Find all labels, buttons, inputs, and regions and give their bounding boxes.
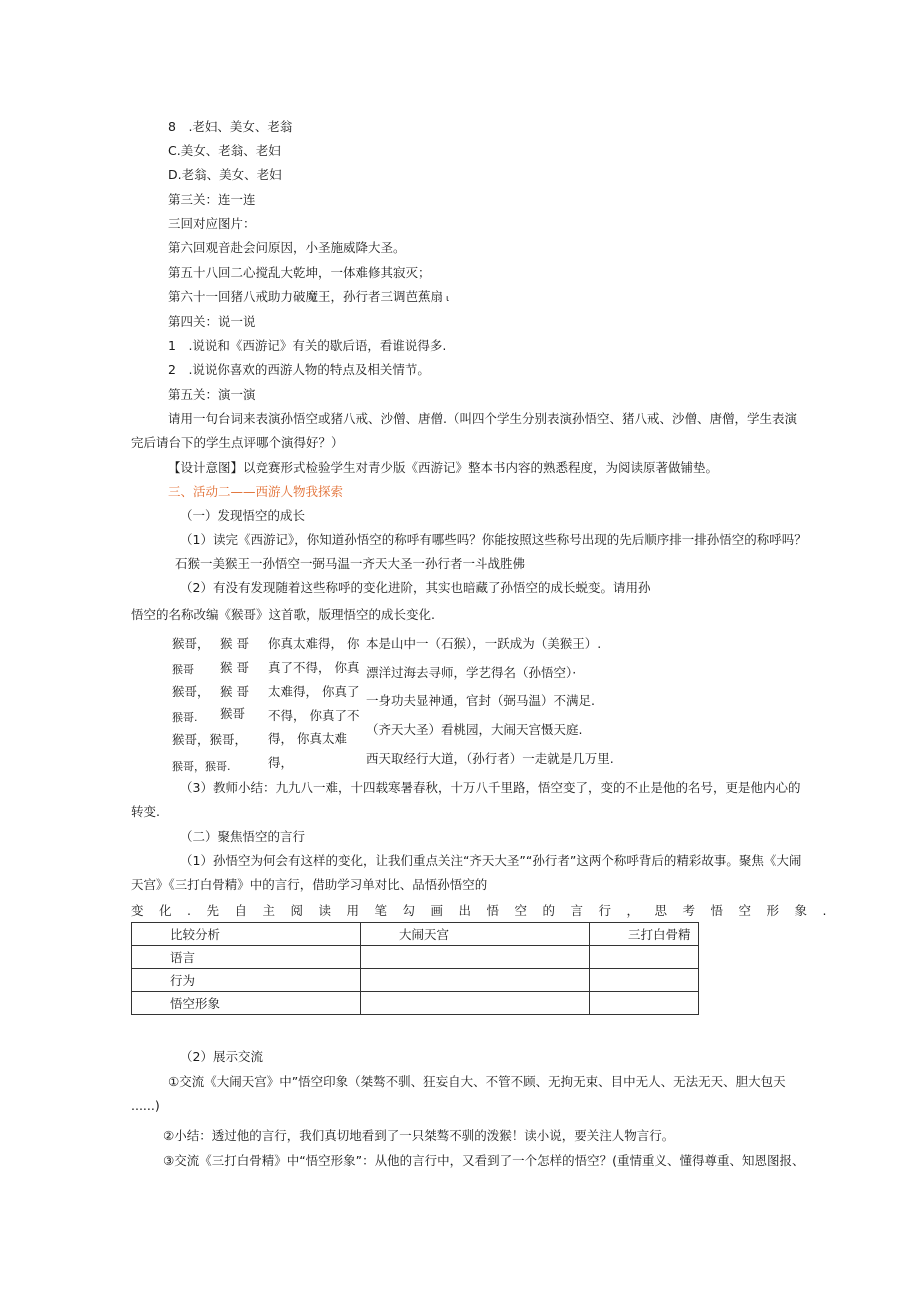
exchange-item-1-line-2: ......): [131, 1098, 160, 1113]
level5-line-1: 请用一句台词来表演孙悟空或猪八戒、沙僧、唐僧.（叫四个学生分别表演孙悟空、猪八戒、沙僧、唐僧，学生表演: [168, 411, 797, 426]
table-header-cell: 大闹天宫: [361, 923, 590, 946]
design-intent: 【设计意图】以竞赛形式检验学生对青少版《西游记》整本书内容的熟悉程度，为阅读原著做铺垫。: [168, 460, 719, 475]
table-header-cell: 三打白骨精: [590, 923, 699, 946]
level4-item-2: 2 .说说你喜欢的西游人物的特点及相关情节。: [168, 362, 430, 377]
level4-item-1: 1 .说说和《西游记》有关的歇后语，看谁说得多.: [168, 338, 447, 353]
song-col3-line: 不得， 你真了不: [268, 708, 360, 723]
song-col3-line: 真了不得， 你真: [268, 660, 360, 675]
song-col2-line: 猴 哥: [220, 636, 249, 651]
table-header-row: [132, 923, 699, 946]
level4-title: 第四关：说一说: [168, 314, 256, 329]
teacher-summary-line-1: （3）教师小结：九九八一难，十四载寒暑春秋，十万八千里路，悟空变了，变的不止是他的名号，更是他内心的: [180, 780, 801, 795]
option-b: 8 .老妇、美女、老翁: [168, 119, 293, 134]
question-2-line-2: 悟空的名称改编《猴哥》这首歌，版理悟空的成长变化.: [131, 607, 435, 622]
table-cell: [590, 992, 699, 1015]
table-cell: [590, 969, 699, 992]
activity2-heading: 三、活动二——西游人物我探索: [168, 484, 344, 499]
table-row-label: 悟空形象: [132, 992, 361, 1015]
song-col3-line: 得， 你真太难: [268, 731, 347, 746]
question-1: （1）读完《西游记》，你知道孙悟空的称呼有哪些吗？你能按照这些称号出现的先后顺序排一排孙悟空的称呼吗？: [180, 532, 807, 547]
song-col4-line: （齐天大圣）看桃园，大闹天宫慑天庭.: [366, 722, 583, 737]
table-cell: [361, 946, 590, 969]
subsection-1-title: （一）发现悟空的成长: [180, 508, 306, 523]
song-col3-line: 你真太难得， 你: [268, 636, 360, 651]
table-row: [132, 969, 699, 992]
table-row-label: 语言: [132, 946, 361, 969]
song-col1-line: 猴哥，猴哥，: [172, 732, 248, 747]
teacher-summary-line-2: 转变.: [131, 804, 160, 819]
song-col4-line: 西天取经行大道，（孙行者）一走就是几万里.: [366, 751, 614, 766]
option-c: C.美女、老翁、老妇: [168, 143, 281, 158]
exchange-item-3: ③交流《三打白骨精》中“悟空形象”：从他的言行中，又看到了一个怎样的悟空？(重情重义、懂得尊重、知恩图报、: [163, 1153, 805, 1168]
stray-mark: ι: [446, 294, 450, 304]
song-col4-line: 一身功夫显神通，官封（弼马温）不满足.: [366, 693, 595, 708]
table-cell: [361, 969, 590, 992]
question-1-answer: 石猴一美猴王一孙悟空一弼马温一齐天大圣一孙行者一斗战胜佛: [175, 556, 526, 571]
subsection-2-title: （二）聚焦悟空的言行: [180, 829, 306, 844]
table-cell: [361, 992, 590, 1015]
song-col3-line: 得，: [268, 755, 294, 770]
question-2-line-1: （2）有没有发现随着这些称呼的变化进阶，其实也暗藏了孙悟空的成长蜕变。请用孙: [180, 580, 651, 595]
level3-item-2: 第五十八回二心搅乱大乾坤，一体难修其寂灭；: [168, 265, 431, 280]
song-col2-line: 猴哥: [220, 706, 246, 721]
song-col1-line: 猴哥，猴哥.: [172, 760, 231, 773]
song-col4-line: 漂洋过海去寻师，学艺得名（孙悟空）·: [366, 665, 577, 680]
focus-paragraph-line-2: 天宫》《三打白骨精》中的言行，借助学习单对比、品悟孙悟空的: [131, 877, 488, 892]
level3-item-3: 第六十一回猪八戒助力破魔王，孙行者三调芭蕉扇 ι: [168, 289, 450, 304]
table-cell: [590, 946, 699, 969]
comparison-table: [131, 922, 699, 1015]
option-d: D.老翁、美女、老妇: [168, 167, 282, 182]
exchange-title: （2）展示交流: [180, 1049, 263, 1064]
song-col2-line: 猴 哥: [220, 684, 249, 699]
song-col1-line: 猴哥，: [172, 636, 210, 651]
level5-title: 第五关：演一演: [168, 387, 256, 402]
song-col1-line: 猴哥，: [172, 684, 210, 699]
song-col2-line: 猴 哥: [220, 660, 249, 675]
level3-item-1: 第六回观音赴会问原因，小圣施威降大圣。: [168, 240, 406, 255]
table-row: [132, 992, 699, 1015]
focus-paragraph-line-3: 变化.先自主阅读用笔勾画出悟空的言行，思考悟空形象.: [131, 903, 842, 918]
table-header-cell: 比较分析: [132, 923, 361, 946]
table-row: [132, 946, 699, 969]
song-col3-line: 太难得， 你真了: [268, 684, 360, 699]
focus-paragraph-line-1: （1）孙悟空为何会有这样的变化，让我们重点关注“齐天大圣”“孙行者”这两个称呼背后的精彩故事。聚焦《大闹: [180, 853, 802, 868]
song-col4-line: 本是山中一（石猴），一跃成为（美猴王）.: [366, 636, 602, 651]
level3-intro: 三回对应图片：: [168, 216, 256, 231]
table-row-label: 行为: [132, 969, 361, 992]
exchange-item-2: ②小结：透过他的言行，我们真切地看到了一只桀骜不驯的泼猴！读小说，要关注人物言行。: [163, 1128, 675, 1143]
song-col1-line: 猴哥.: [172, 711, 198, 724]
level3-title: 第三关：连一连: [168, 192, 256, 207]
song-col1-line: 猴哥: [172, 663, 194, 676]
level5-line-2: 完后请台下的学生点评哪个演得好？）: [131, 435, 344, 450]
exchange-item-1-line-1: ①交流《大闹天宫》中”悟空印象（桀骜不驯、狂妄自大、不管不顾、无拘无束、目中无人、无法无天、胆大包天: [168, 1074, 786, 1089]
